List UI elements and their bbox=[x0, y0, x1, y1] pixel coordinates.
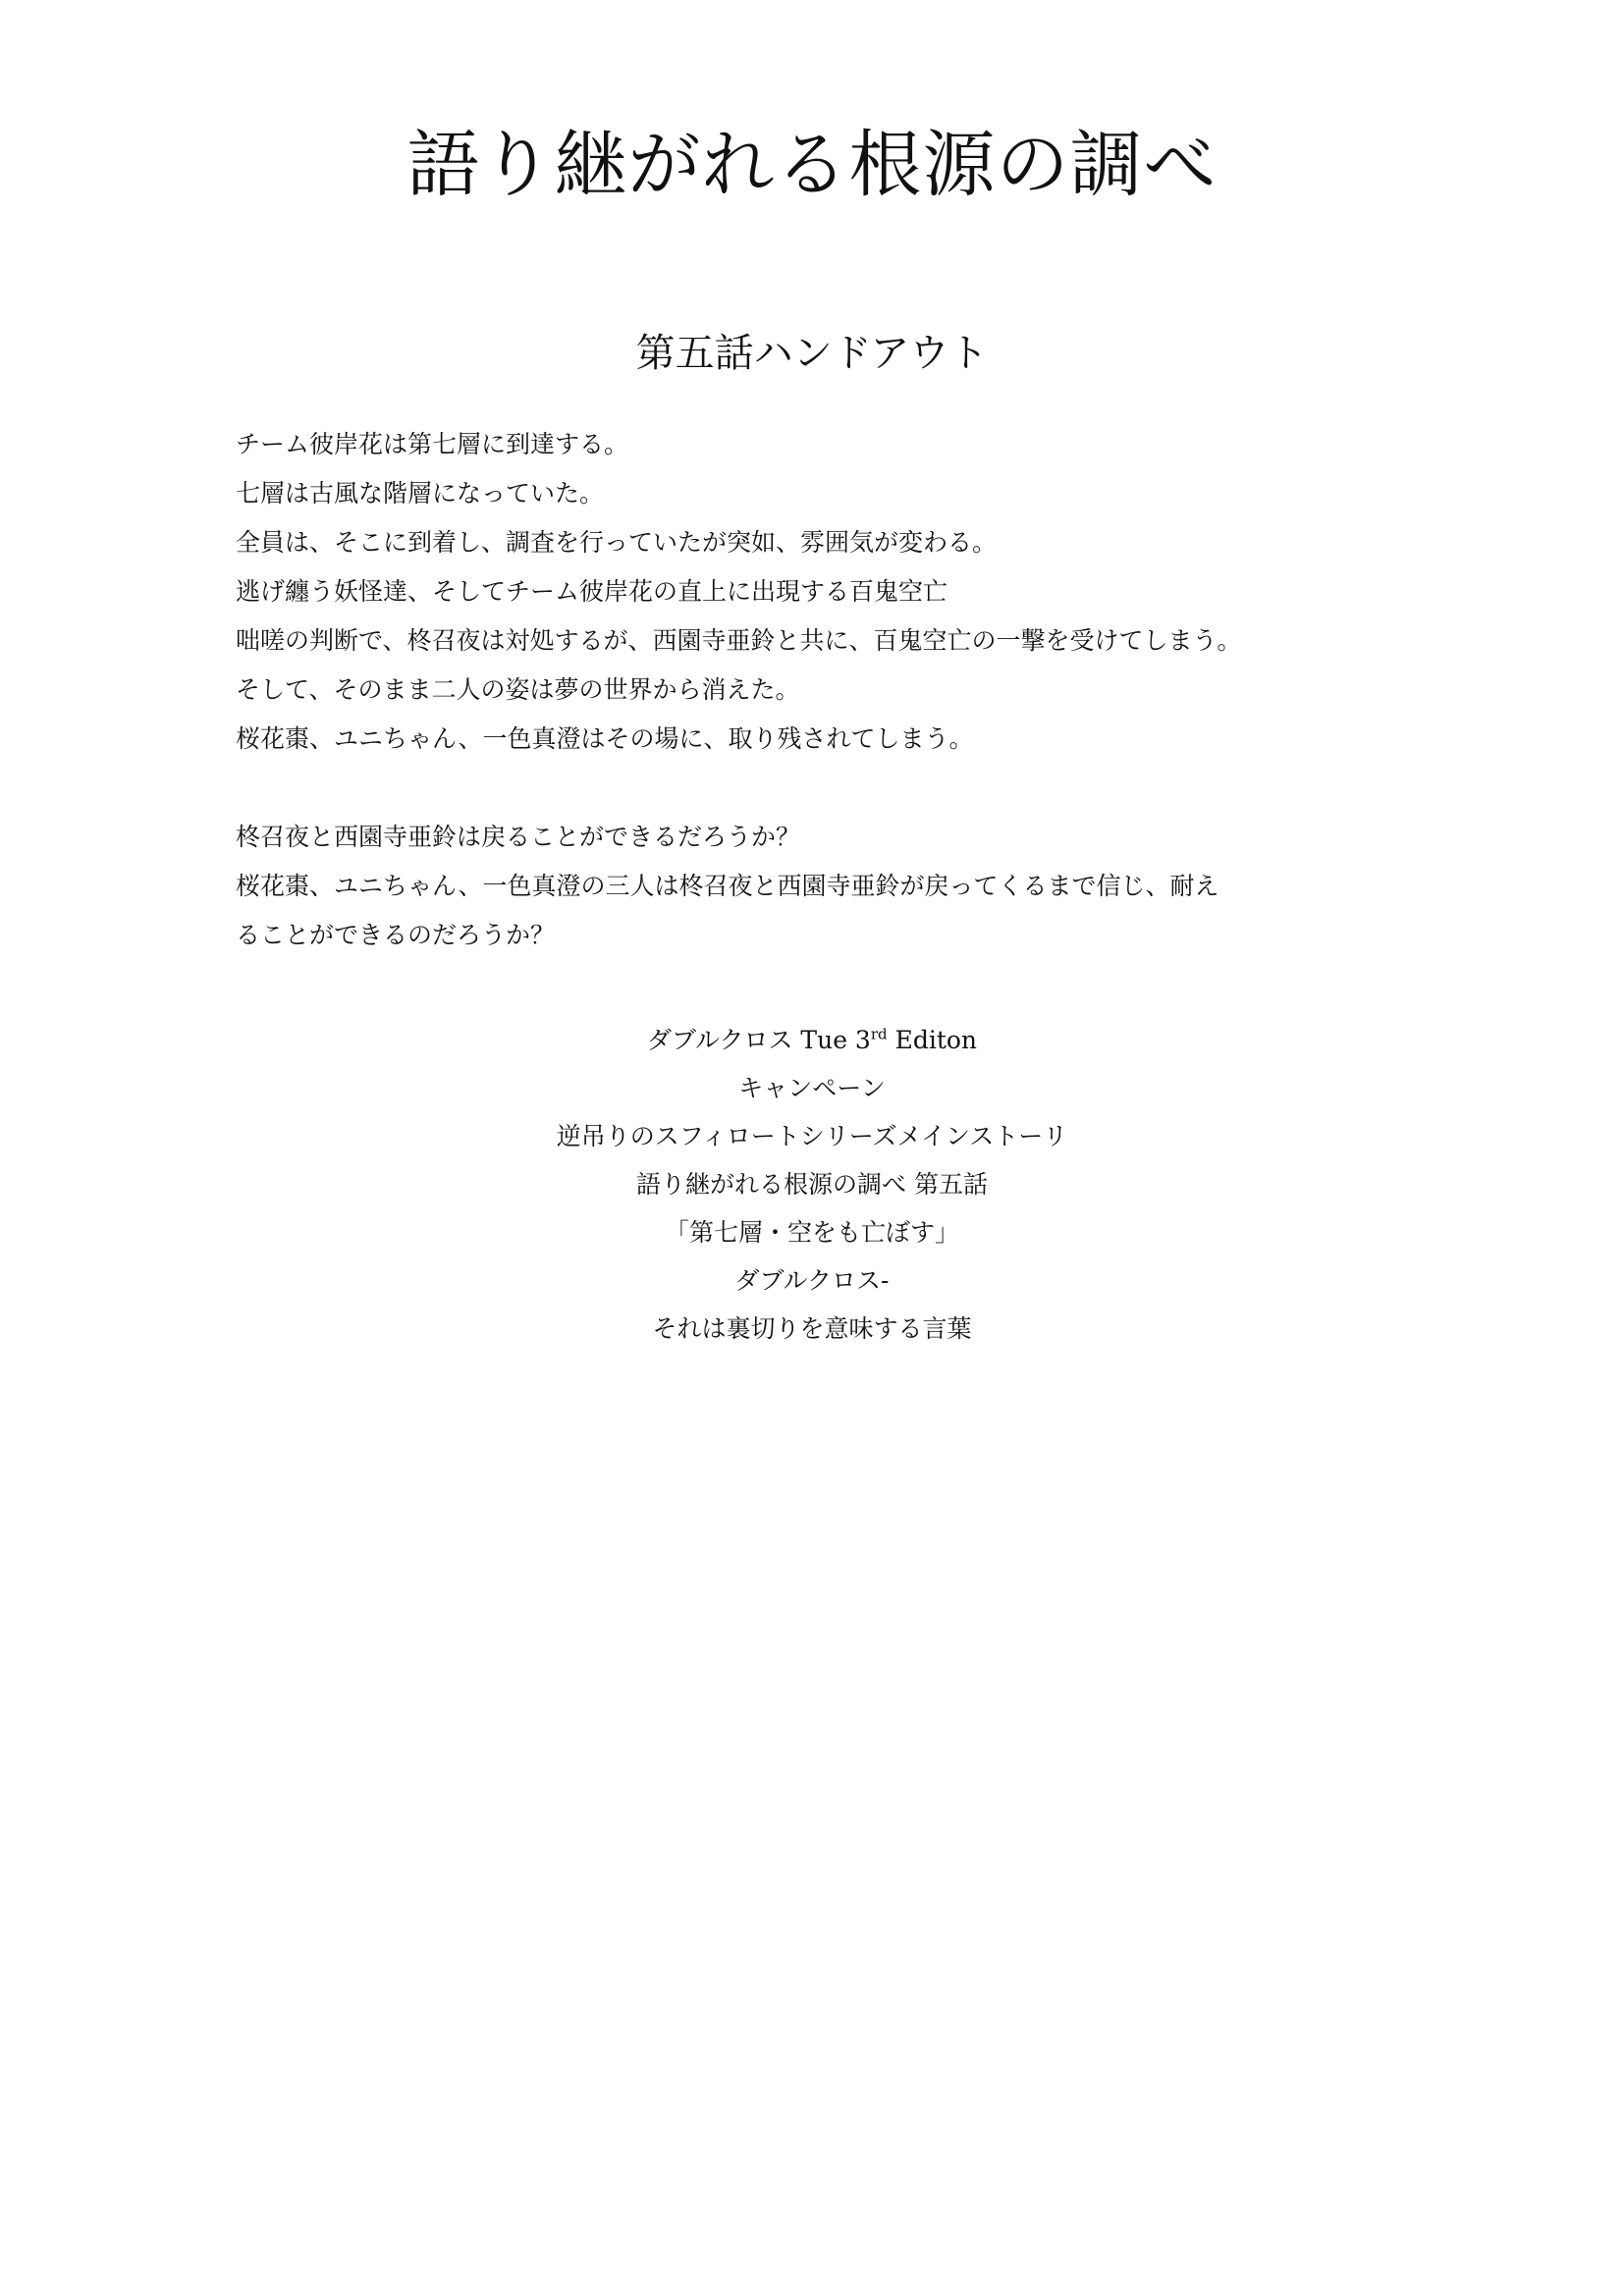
question-line: ることができるのだろうか？ bbox=[236, 921, 556, 949]
campaign-credits bbox=[0, 1016, 1624, 1353]
ordinal-suffix: rd bbox=[870, 1025, 888, 1043]
credit-line: 逆吊りのスフィロートシリーズメインストーリ bbox=[556, 1122, 1068, 1150]
credit-line: 語り継がれる根源の調べ 第五話 bbox=[636, 1170, 988, 1199]
system-name: ダブルクロス Tue 3 bbox=[646, 1026, 871, 1054]
body-line: そして、そのまま二人の姿は夢の世界から消えた。 bbox=[236, 675, 800, 704]
body-line: チーム彼岸花は第七層に到達する。 bbox=[236, 430, 629, 458]
document-title: 語り継がれる根源の調べ bbox=[406, 123, 1218, 207]
handout-subtitle: 第五話ハンドアウト bbox=[635, 331, 989, 376]
question-line: 桜花棗、ユニちゃん、一色真澄の三人は柊召夜と西園寺亜鈴が戻ってくるまで信じ、耐え bbox=[236, 872, 1219, 900]
edition-word: Editon bbox=[887, 1026, 978, 1054]
body-line: 咄嗟の判断で、柊召夜は対処するが、西園寺亜鈴と共に、百鬼空亡の一撃を受けてしまう。 bbox=[236, 626, 1242, 655]
credit-line: ダブルクロス- bbox=[734, 1266, 890, 1295]
handout-body bbox=[236, 420, 1414, 960]
body-line: 七層は古風な階層になっていた。 bbox=[236, 479, 605, 507]
body-line: 逃げ纏う妖怪達、そしてチーム彼岸花の直上に出現する百鬼空亡 bbox=[236, 577, 948, 606]
credit-line: それは裏切りを意味する言葉 bbox=[652, 1314, 972, 1343]
body-line: 桜花棗、ユニちゃん、一色真澄はその場に、取り残されてしまう。 bbox=[236, 724, 974, 753]
credit-line: キャンペーン bbox=[738, 1074, 886, 1102]
question-line: 柊召夜と西園寺亜鈴は戻ることができるだろうか？ bbox=[236, 823, 801, 851]
paragraph-spacer bbox=[236, 764, 1414, 813]
credit-line: 「第七層・空をも亡ぼす」 bbox=[664, 1218, 959, 1247]
system-edition-line bbox=[0, 1016, 1624, 1064]
body-line: 全員は、そこに到着し、調査を行っていたが突如、雰囲気が変わる。 bbox=[236, 528, 998, 557]
